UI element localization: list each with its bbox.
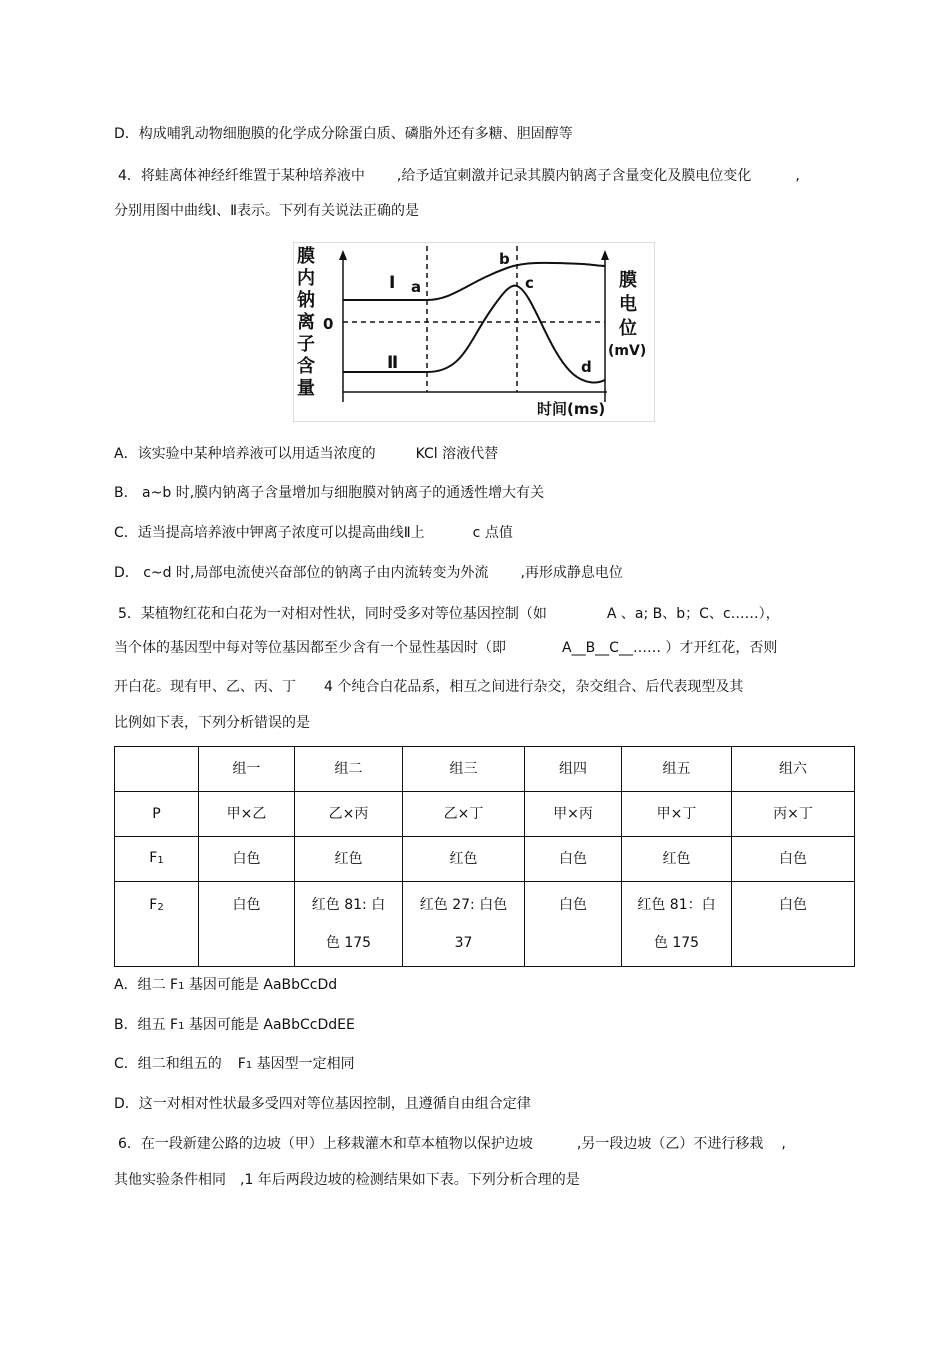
table-cell bbox=[295, 882, 403, 967]
cell-line: 白色 bbox=[232, 897, 261, 913]
cell-line: 红色 81：白 bbox=[637, 897, 716, 913]
q5-stem-part: 开白花。现有甲、乙、丙、丁 bbox=[114, 679, 296, 695]
table-cell: 组一 bbox=[199, 747, 295, 792]
q6-stem-part: 6．在一段新建公路的边坡（甲）上移栽灌木和草本植物以保护边坡 bbox=[118, 1136, 533, 1152]
cell-line: 红色 81: 白 bbox=[311, 897, 386, 913]
table-cell: 乙×丁 bbox=[403, 792, 525, 837]
point-c-label: c bbox=[525, 274, 534, 292]
x-axis-label: 时间(ms) bbox=[537, 400, 606, 418]
q4-stem-part: , bbox=[795, 168, 800, 184]
table-row-f2 bbox=[115, 882, 855, 967]
f1-sub: 1 bbox=[157, 854, 164, 866]
table-cell bbox=[732, 882, 855, 967]
q4-option-a bbox=[114, 444, 498, 464]
q4-stem-part: ,给予适宜刺激并记录其膜内钠离子含量变化及膜电位变化 bbox=[396, 168, 752, 184]
left-label-char: 子 bbox=[297, 334, 315, 355]
table-cell bbox=[403, 882, 525, 967]
f2-sub: 2 bbox=[157, 902, 164, 913]
left-label-char: 内 bbox=[297, 268, 315, 289]
table-cell bbox=[199, 882, 295, 967]
table-cell: 丙×丁 bbox=[732, 792, 855, 837]
table-cell: 白色 bbox=[199, 837, 295, 882]
q4-option-c-part: C．适当提高培养液中钾离子浓度可以提高曲线Ⅱ上 bbox=[114, 525, 425, 541]
right-label-char: 位 bbox=[619, 318, 637, 339]
table-cell: 红色 bbox=[403, 837, 525, 882]
q6-stem-part: 其他实验条件相同 bbox=[114, 1172, 226, 1188]
table-cell: 红色 bbox=[622, 837, 732, 882]
q6-stem-line-2 bbox=[114, 1170, 580, 1190]
cell-line: 白色 bbox=[559, 897, 587, 913]
point-a-label: a bbox=[411, 278, 422, 296]
cell-line: 色 175 bbox=[325, 935, 372, 951]
q5-option-d: D．这一对相对性状最多受四对等位基因控制，且遵循自由组合定律 bbox=[114, 1096, 531, 1112]
left-label-char: 膜 bbox=[297, 246, 315, 267]
table-cell: 组五 bbox=[622, 747, 732, 792]
f2-label: F bbox=[149, 897, 158, 913]
table-cell bbox=[622, 882, 732, 967]
right-label-char: 膜 bbox=[619, 270, 637, 291]
table-cell: 组三 bbox=[403, 747, 525, 792]
table-cell: 白色 bbox=[732, 837, 855, 882]
q3-option-d: D．构成哺乳动物细胞膜的化学成分除蛋白质、磷脂外还有多糖、胆固醇等 bbox=[114, 126, 573, 142]
cell-line: 色 175 bbox=[653, 935, 700, 951]
q5-option-a-part: A．组二 F bbox=[114, 977, 179, 993]
cross-results-table bbox=[114, 746, 855, 967]
cell-line: 37 bbox=[454, 935, 473, 951]
q4-option-d-part: D． c~d 时,局部电流使兴奋部位的钠离子由内流转变为外流 bbox=[114, 565, 489, 581]
q5-option-b bbox=[114, 1015, 355, 1037]
q6-stem-part: , bbox=[781, 1136, 786, 1152]
curve-1-label: Ⅰ bbox=[389, 273, 396, 293]
q5-option-a-sub: 1 bbox=[178, 981, 185, 992]
right-label-char: 电 bbox=[619, 294, 637, 315]
table-cell: 甲×丙 bbox=[525, 792, 622, 837]
table-cell: P bbox=[115, 792, 199, 837]
curve-2-label: Ⅱ bbox=[387, 353, 399, 373]
point-d-label: d bbox=[581, 358, 592, 376]
table-cell: 甲×丁 bbox=[622, 792, 732, 837]
q5-option-b-sub: 1 bbox=[178, 1021, 185, 1032]
table-cell: 组二 bbox=[295, 747, 403, 792]
q5-option-c bbox=[114, 1054, 355, 1076]
q4-stem-line-1 bbox=[118, 166, 800, 186]
table-cell: 组四 bbox=[525, 747, 622, 792]
f1-label: F bbox=[149, 849, 158, 866]
table-cell bbox=[525, 882, 622, 967]
table-header-row bbox=[115, 747, 855, 792]
q5-option-a bbox=[114, 975, 337, 997]
q5-stem-part: A__B__C__…… ）才开红花，否则 bbox=[562, 640, 778, 656]
left-label-char: 含 bbox=[297, 356, 315, 377]
q5-option-b-part: 基因可能是 AaBbCcDdEE bbox=[184, 1017, 355, 1033]
q4-option-d-part: ,再形成静息电位 bbox=[520, 565, 623, 581]
cell-line: 红色 27: 白色 bbox=[419, 897, 508, 913]
q5-option-c-part: C．组二和组五的 bbox=[114, 1056, 222, 1072]
table-cell bbox=[115, 882, 199, 967]
q6-stem-line-1 bbox=[118, 1134, 786, 1154]
q5-option-a-part: 基因可能是 AaBbCcDd bbox=[184, 977, 338, 993]
table-row-p bbox=[115, 792, 855, 837]
table-row-f1 bbox=[115, 837, 855, 882]
table-cell: 甲×乙 bbox=[199, 792, 295, 837]
left-label-char: 量 bbox=[297, 378, 315, 399]
right-unit: (mV) bbox=[608, 343, 647, 359]
q4-option-b: B． a~b 时,膜内钠离子含量增加与细胞膜对钠离子的通透性增大有关 bbox=[114, 485, 545, 501]
q5-option-c-part: 基因型一定相同 bbox=[252, 1056, 355, 1072]
q5-stem-line-3 bbox=[114, 677, 743, 697]
q5-option-b-part: B．组五 F bbox=[114, 1017, 179, 1033]
cell-line: 白色 bbox=[779, 897, 807, 913]
q5-stem-part: 当个体的基因型中每对等位基因都至少含有一个显性基因时（即 bbox=[114, 640, 506, 656]
zero-label: 0 bbox=[323, 315, 334, 333]
q4-option-a-part: A．该实验中某种培养液可以用适当浓度的 bbox=[114, 446, 376, 462]
left-label-char: 钠 bbox=[297, 290, 315, 311]
table-cell: 组六 bbox=[732, 747, 855, 792]
q5-stem-part: 4 个纯合白花品系，相互之间进行杂交，杂交组合、后代表现型及其 bbox=[324, 679, 744, 695]
q4-stem-part: 4．将蛙离体神经纤维置于某种培养液中 bbox=[118, 168, 365, 184]
table-cell: 白色 bbox=[525, 837, 622, 882]
table-cell: 红色 bbox=[295, 837, 403, 882]
q6-stem-part: ,1 年后两段边坡的检测结果如下表。下列分析合理的是 bbox=[240, 1172, 580, 1188]
q5-stem-part: A 、a; B、b；C、c……）， bbox=[606, 606, 780, 622]
q4-option-c-part: c 点值 bbox=[472, 525, 513, 541]
left-label-char: 离 bbox=[297, 312, 315, 333]
q5-option-c-sub: 1 bbox=[245, 1060, 253, 1071]
q4-option-a-part: KCl 溶液代替 bbox=[415, 446, 499, 462]
q5-stem-line-2 bbox=[114, 638, 777, 658]
q5-option-c-part: F bbox=[237, 1056, 246, 1072]
q4-option-d bbox=[114, 563, 623, 583]
table-cell: 乙×丙 bbox=[295, 792, 403, 837]
q5-stem-part: 5．某植物红花和白花为一对相对性状，同时受多对等位基因控制（如 bbox=[118, 606, 547, 622]
q6-stem-part: ,另一段边坡（乙）不进行移栽 bbox=[576, 1136, 764, 1152]
q5-stem-line-1 bbox=[118, 604, 780, 624]
q4-stem-line-2: 分别用图中曲线Ⅰ、Ⅱ表示。下列有关说法正确的是 bbox=[114, 203, 420, 219]
table-cell bbox=[115, 837, 199, 882]
q4-option-c bbox=[114, 523, 513, 543]
q5-stem-line-4: 比例如下表，下列分析错误的是 bbox=[114, 715, 310, 731]
table-cell bbox=[115, 747, 199, 792]
point-b-label: b bbox=[499, 250, 510, 268]
membrane-potential-figure bbox=[293, 242, 655, 422]
